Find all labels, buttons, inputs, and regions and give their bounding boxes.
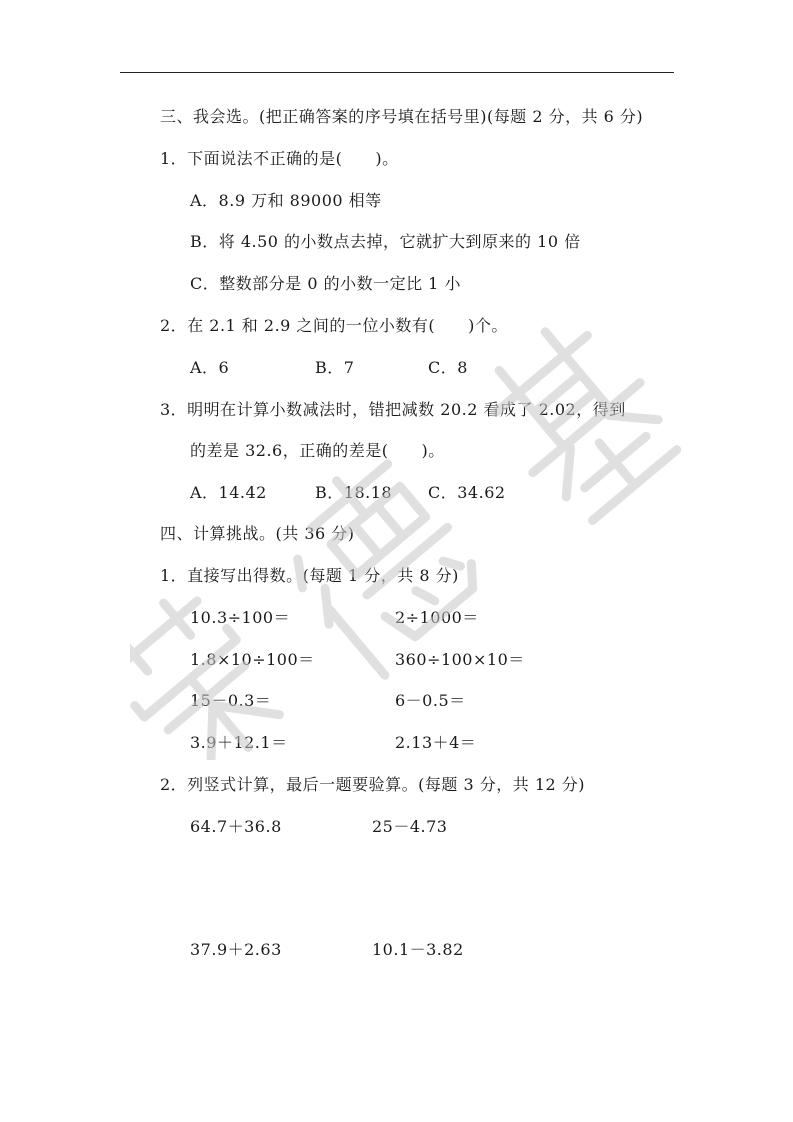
s4-q1-item: 2÷1000＝ bbox=[395, 608, 479, 627]
s4-q1-item: 6－0.5＝ bbox=[395, 691, 466, 710]
s4-q1-item: 3.9＋12.1＝ bbox=[190, 733, 288, 752]
q2-option-b: B．7 bbox=[315, 358, 355, 377]
s4-q2-item: 25－4.73 bbox=[372, 817, 448, 836]
s4-q2-item: 37.9＋2.63 bbox=[190, 940, 282, 959]
q3-option-a: A．14.42 bbox=[190, 483, 267, 502]
q2-stem: 2．在 2.1 和 2.9 之间的一位小数有( )个。 bbox=[160, 316, 508, 335]
q1-stem: 1．下面说法不正确的是( )。 bbox=[160, 149, 399, 168]
q1-option-b: B．将 4.50 的小数点去掉，它就扩大到原来的 10 倍 bbox=[190, 232, 581, 251]
header-rule bbox=[120, 72, 674, 73]
s4-q2-stem: 2．列竖式计算，最后一题要验算。(每题 3 分，共 12 分) bbox=[160, 775, 586, 794]
s4-q2-item: 10.1－3.82 bbox=[372, 940, 464, 959]
s4-q1-item: 15－0.3＝ bbox=[190, 691, 272, 710]
q3-option-c: C．34.62 bbox=[428, 483, 506, 502]
watermark-glyph-2 bbox=[262, 445, 495, 681]
q2-option-a: A．6 bbox=[190, 358, 230, 377]
q3-stem-line2: 的差是 32.6，正确的差是( )。 bbox=[190, 441, 445, 460]
q2-option-c: C．8 bbox=[428, 358, 468, 377]
s4-q1-item: 2.13＋4＝ bbox=[395, 733, 477, 752]
s4-q1-item: 10.3÷100＝ bbox=[190, 608, 291, 627]
section3-heading: 三、我会选。(把正确答案的序号填在括号里)(每题 2 分，共 6 分) bbox=[160, 107, 644, 126]
s4-q1-item: 1.8×10÷100＝ bbox=[190, 650, 315, 669]
s4-q1-stem: 1．直接写出得数。(每题 1 分，共 8 分) bbox=[160, 566, 459, 585]
q3-stem-line1: 3．明明在计算小数减法时，错把减数 20.2 看成了 2.02，得到 bbox=[160, 400, 626, 419]
q1-option-c: C．整数部分是 0 的小数一定比 1 小 bbox=[190, 274, 461, 293]
s4-q1-item: 360÷100×10＝ bbox=[395, 650, 525, 669]
q1-option-a: A．8.9 万和 89000 相等 bbox=[190, 191, 382, 210]
q3-option-b: B．18.18 bbox=[315, 483, 393, 502]
s4-q2-item: 64.7＋36.8 bbox=[190, 817, 282, 836]
section4-heading: 四、计算挑战。(共 36 分) bbox=[160, 524, 355, 543]
